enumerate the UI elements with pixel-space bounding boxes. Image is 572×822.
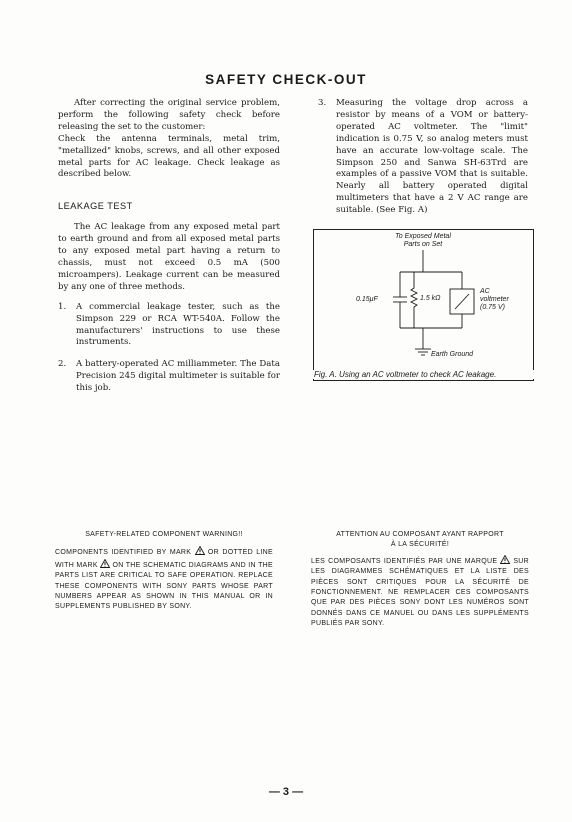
- capacitor-label: 0.15μF: [356, 296, 378, 303]
- warning-body: COMPONENTS IDENTIFIED BY MARK OR DOTTED LINE WITH MARK ON THE SCHEMATIC DIAGRAMS AND IN THE PARTS LIST ARE CRITICAL TO SAFE OPERATION. REPLACE THESE COMPONENTS WITH SONY PARTS WHOSE PART NUMBERS APPEAR AS SHOWN IN THIS MANUAL OR IN SUPPLEMENTS PUBLISHED BY SONY.: [55, 546, 273, 612]
- warning-triangle-icon: [500, 555, 510, 564]
- warning-title: ATTENTION AU COMPOSANT AYANT RAPPORT À LA SÉCURITÉ!: [336, 531, 504, 549]
- resistor-label: 1.5 kΩ: [420, 295, 441, 302]
- list-item-number: 2.: [58, 359, 67, 370]
- list-item-number: 1.: [58, 301, 67, 312]
- list-item: [58, 302, 280, 350]
- resistor: [411, 272, 417, 328]
- figure-caption: Fig. A. Using an AC voltmeter to check AC leakage.: [313, 370, 534, 379]
- list-item: [318, 98, 528, 217]
- exposed-metal-label: To Exposed Metal Parts on Set: [395, 233, 451, 248]
- intro-check-text: Check the antenna terminals, metal trim, "metallized" knobs, screws, and all other exposed metal parts for AC leakage. Check leakage as described below.: [58, 133, 280, 180]
- voltmeter-needle: [455, 294, 469, 309]
- page-number: — 3 —: [268, 786, 304, 798]
- warning-title: SAFETY-RELATED COMPONENT WARNING!!: [85, 531, 243, 538]
- warning-triangle-icon: [100, 559, 110, 568]
- warning-triangle-icon: [195, 546, 205, 555]
- list-item-text: Measuring the voltage drop across a resistor by means of a VOM or battery-operated AC voltmeter. The "limit" indication is 0.75 V, so analog meters must have an accurate low-voltage scale. The Simpson 250 and Sanwa SH-63Trd are examples of a passive VOM that is suitable. Nearly all battery operated digital multimeters that have a 2 V AC range are suitable. (See Fig. A): [336, 98, 528, 216]
- earth-ground-label: Earth Ground: [431, 351, 474, 358]
- list-item: [58, 359, 280, 395]
- voltmeter-label: AC voltmeter (0.75 V): [480, 288, 509, 311]
- list-item-text: A battery-operated AC milliammeter. The Data Precision 245 digital multimeter is suitable for this job.: [76, 359, 280, 394]
- leakage-test-heading: LEAKAGE TEST: [58, 201, 133, 212]
- safety-warning-french: [311, 530, 529, 630]
- right-column: [318, 98, 528, 217]
- warning-body: LES COMPOSANTS IDENTIFIÉS PAR UNE MARQUE SUR LES DIAGRAMMES SCHÉMATIQUES ET LA LISTE DES PIÈCES SONT CRITIQUES POUR LA SÉCURITÉ DE FONCTIONNEMENT. NE REMPLACER CES COMPOSANTS QUE PAR DES PIÈCES SONY DONT LES NUMÉROS SONT DONNÉS DANS CE MANUEL OU DANS LES SUPPLÉMENTS PUBLIÉS PAR SONY.: [311, 555, 529, 630]
- safety-warning-english: [55, 530, 273, 613]
- left-column: [58, 98, 280, 395]
- leakage-test-paragraph: The AC leakage from any exposed metal part to earth ground and from all exposed metal parts to any exposed metal part having a return to chassis, must not exceed 0.5 mA (500 microampers). Leakage current can be measured by any one of three methods.: [58, 222, 280, 292]
- list-item-number: 3.: [318, 98, 327, 108]
- page-title: SAFETY CHECK-OUT: [205, 72, 367, 87]
- intro-paragraph: After correcting the original service problem, perform the following safety check before releasing the set to the customer:: [58, 98, 280, 132]
- figure-a: [313, 229, 534, 381]
- list-item-text: A commercial leakage tester, such as the Simpson 229 or RCA WT-540A. Follow the manufacturers' instructions to use these instruments.: [76, 301, 280, 348]
